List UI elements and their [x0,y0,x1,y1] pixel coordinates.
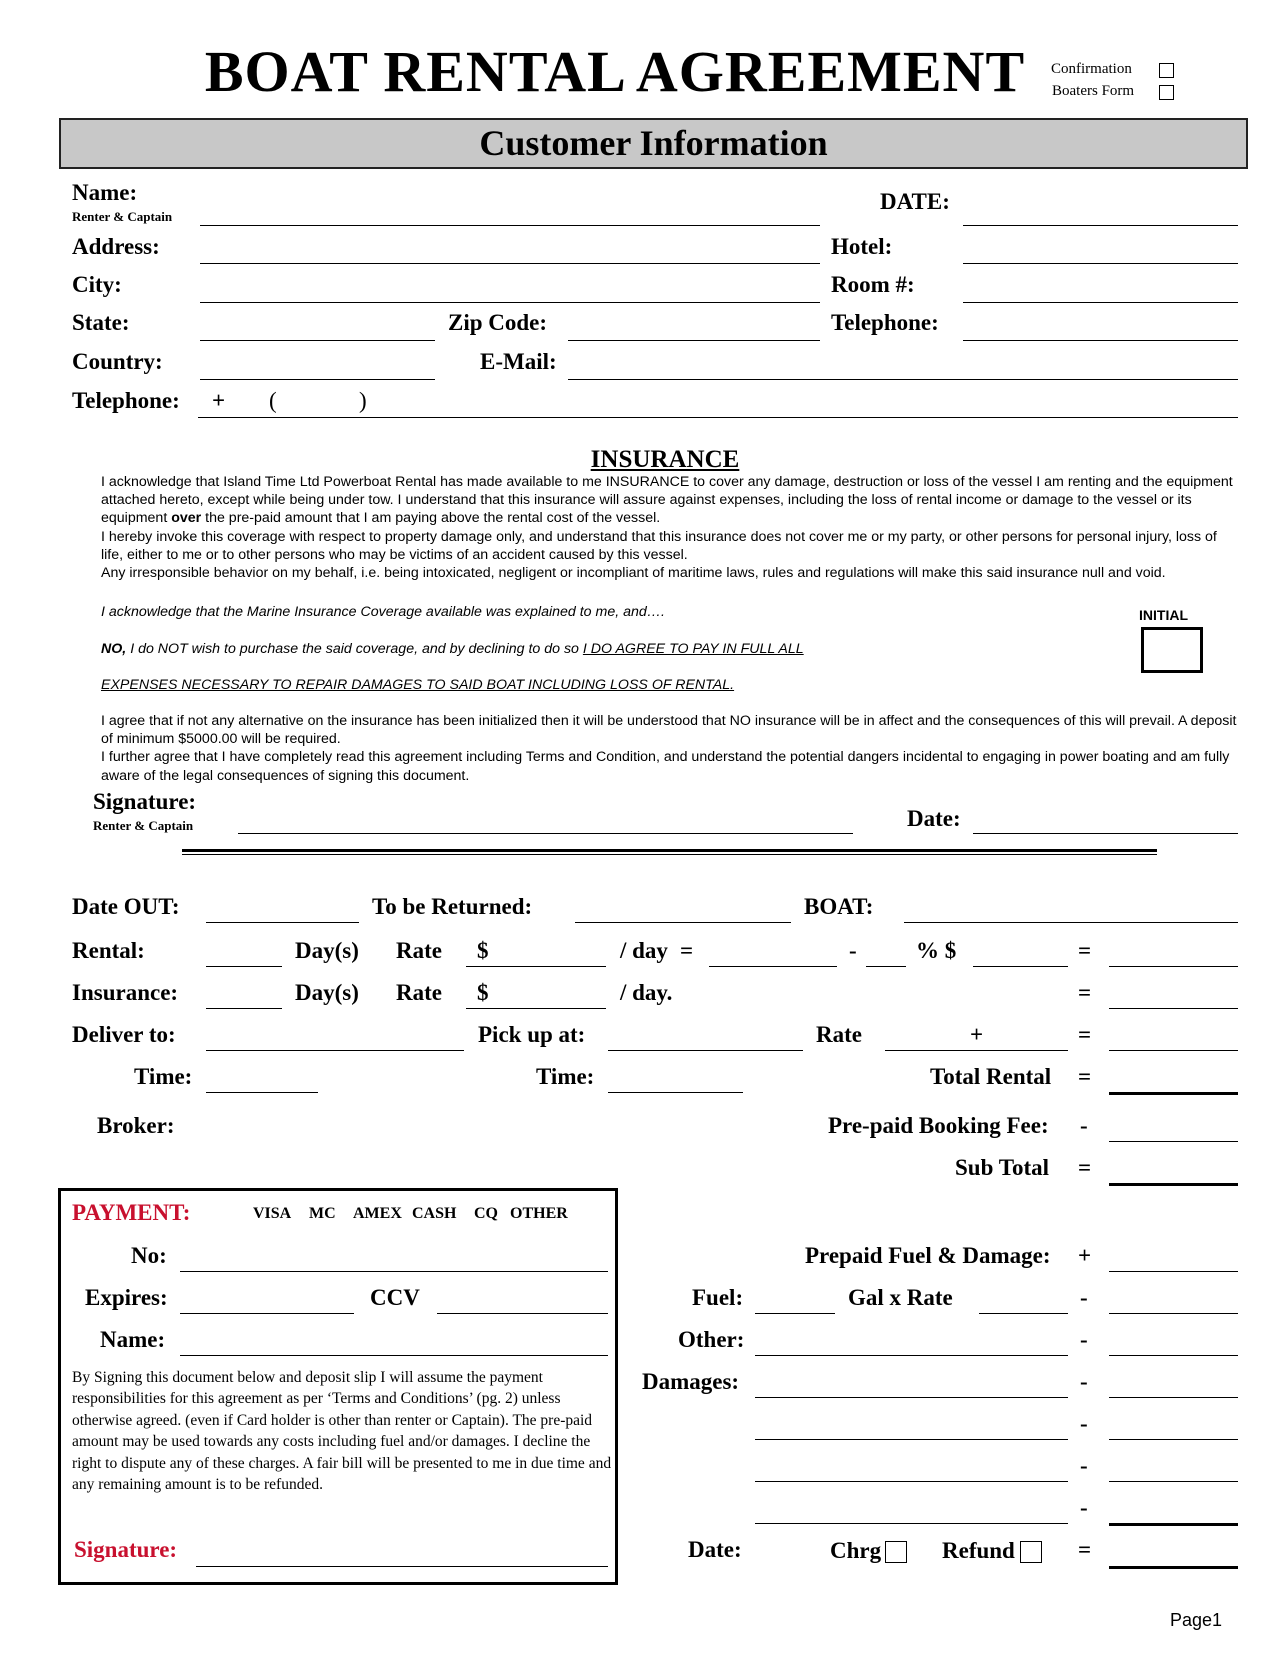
decline-text: I do NOT wish to purchase the said coverage, and by declining to do so [130,641,579,657]
page-number: Page1 [1170,1610,1223,1630]
insurance-title: INSURANCE [590,446,740,473]
insurance-rate-field[interactable] [466,1008,606,1009]
insurance-per-day: / day. [620,980,673,1005]
city-field[interactable] [200,302,820,303]
pickup-time-field[interactable] [608,1092,743,1093]
ccv-field[interactable] [437,1313,608,1314]
address-label: Address: [72,234,160,259]
rental-dollar: $ [477,938,489,963]
damages-minus-2: - [1080,1411,1088,1436]
gal-rate-label: Gal x Rate [848,1285,953,1310]
final-eq: = [1078,1537,1092,1562]
expires-label: Expires: [85,1285,168,1310]
pick-up-at-field[interactable] [608,1050,803,1051]
delivery-plus: + [970,1022,984,1047]
insurance-p4: I acknowledge that the Marine Insurance Coverage available was explained to me, and…. [101,604,665,620]
telephone2-field[interactable] [198,417,1238,418]
boat-label: BOAT: [804,894,874,919]
insurance-total-field[interactable] [1109,1008,1238,1009]
insurance-label: Insurance: [72,980,179,1005]
name-label: Name: [72,180,138,205]
chrg-label: Chrg [830,1538,882,1563]
country-field[interactable] [200,379,435,380]
date-field[interactable] [963,225,1238,226]
method-mc[interactable]: MC [309,1205,336,1222]
rental-percent: % $ [916,938,957,963]
deliver-time-label: Time: [134,1064,193,1089]
decline-no: NO, [101,641,127,657]
method-amex[interactable]: AMEX [353,1205,402,1222]
insurance-paragraph-1 [101,473,1241,582]
final-date-label: Date: [688,1537,742,1562]
signature-date-field[interactable] [973,833,1238,834]
rental-total-field[interactable] [1109,966,1238,967]
telephone-field[interactable] [963,340,1238,341]
deliver-time-field[interactable] [206,1092,318,1093]
method-cash[interactable]: CASH [412,1205,457,1222]
damages-total-2[interactable] [1109,1439,1238,1440]
pickup-time-label: Time: [536,1064,595,1089]
sub-total-eq: = [1078,1155,1092,1180]
city-label: City: [72,272,122,297]
expires-field[interactable] [180,1313,354,1314]
rental-discount-field[interactable] [866,966,906,967]
initial-label: INITIAL [1139,607,1188,623]
refund-label: Refund [942,1538,1015,1563]
damages-minus-3: - [1080,1453,1088,1478]
insurance-eq: = [1078,980,1092,1005]
insurance-p1-text: I acknowledge that Island Time Ltd Powerboat Rental has made available to me INSURANCE to cover any damage, destruction or loss of the vessel I am renting and the equipment attached hereto, except while being under tow. I understand that this insurance will assure against expenses, including the loss of rental income or damage to the vessel or its equipment [101,474,1233,527]
date-out-label: Date OUT: [72,894,180,919]
method-cq[interactable]: CQ [474,1205,498,1222]
insurance-paragraph-2 [101,712,1241,785]
date-label: DATE: [880,189,950,214]
payment-signature-label: Signature: [74,1537,178,1562]
insurance-days-field[interactable] [206,1008,282,1009]
room-label: Room #: [831,272,915,297]
rental-rate-label: Rate [396,938,442,963]
divider-top [182,849,1157,852]
fuel-label: Fuel: [692,1285,744,1310]
card-name-field[interactable] [180,1355,608,1356]
telephone-label: Telephone: [831,310,939,335]
name-sublabel: Renter & Captain [72,209,173,224]
customer-info-banner: Customer Information [59,118,1248,169]
rental-label: Rental: [72,938,145,963]
hotel-field[interactable] [963,263,1238,264]
card-name-label: Name: [100,1327,166,1352]
prepaid-fuel-plus: + [1078,1243,1092,1268]
other-field[interactable] [755,1355,1068,1356]
insurance-dollar: $ [477,980,489,1005]
telephone2-label: Telephone: [72,388,180,413]
final-total-field[interactable] [1109,1566,1238,1569]
fuel-rate-field[interactable] [979,1313,1068,1314]
prepaid-fuel-label: Prepaid Fuel & Damage: [805,1243,1051,1268]
insurance-p3: Any irresponsible behavior on my behalf, i.e. being intoxicated, negligent or incompliant of maritime laws, rules and regulations will make this said insurance null and void. [101,565,1166,582]
damages-field-3[interactable] [755,1481,1068,1482]
total-rental-field[interactable] [1109,1092,1238,1095]
other-total-field[interactable] [1109,1355,1238,1356]
insurance-p1-end: the pre-paid amount that I am paying above the rental cost of the vessel. [205,510,661,527]
prepaid-booking-label: Pre-paid Booking Fee: [828,1113,1049,1138]
rental-eq-b: = [1078,938,1092,963]
rental-per-day: / day [620,938,668,963]
document-title: BOAT RENTAL AGREEMENT [204,39,1026,104]
damages-minus-1: - [1080,1369,1088,1394]
damages-label: Damages: [642,1369,740,1394]
deliver-to-label: Deliver to: [72,1022,176,1047]
room-field[interactable] [963,302,1238,303]
broker-label: Broker: [97,1113,175,1138]
signature-date-label: Date: [907,806,961,831]
method-other[interactable]: OTHER [510,1205,568,1222]
prepaid-booking-field[interactable] [1109,1141,1238,1142]
state-label: State: [72,310,130,335]
refund-checkbox[interactable] [1020,1541,1042,1563]
boaters-form-label: Boaters Form [1052,83,1135,99]
name-field[interactable] [200,225,820,226]
divider-bottom [182,854,1157,855]
prepaid-fuel-field[interactable] [1109,1271,1238,1272]
email-field[interactable] [568,379,1238,380]
insurance-rate-label: Rate [396,980,442,1005]
total-rental-eq: = [1078,1064,1092,1089]
other-label: Other: [678,1327,745,1352]
sub-total-field[interactable] [1109,1183,1238,1186]
boat-field[interactable] [904,922,1238,923]
decline-underline: I DO AGREE TO PAY IN FULL ALL [582,641,804,657]
hotel-label: Hotel: [831,234,893,259]
other-minus: - [1080,1327,1088,1352]
delivery-eq: = [1078,1022,1092,1047]
signature-sublabel: Renter & Captain [93,818,194,833]
pick-up-at-label: Pick up at: [478,1022,586,1047]
insurance-p1-bold: over [171,510,202,527]
delivery-rate-label: Rate [816,1022,862,1047]
damages-field-1[interactable] [755,1397,1068,1398]
to-be-returned-field[interactable] [575,922,791,923]
insurance-p6: I further agree that I have completely read this agreement including Terms and Condition, and understand the potential dangers incidental to engaging in power boating and am fully aware of the legal consequences of signing this document. [101,749,1230,784]
zip-label: Zip Code: [448,310,548,335]
damages-field-2[interactable] [755,1439,1068,1440]
sub-total-label: Sub Total [955,1155,1049,1180]
confirmation-checkbox[interactable] [1159,63,1174,78]
insurance-p5: I agree that if not any alternative on the insurance has been initialized then it will be understood that NO insurance will be in affect and the consequences of this will prevail. A deposit of minimum $5000.00 will be required. [101,713,1237,748]
prepaid-booking-minus: - [1080,1113,1088,1138]
date-out-field[interactable] [206,922,359,923]
method-visa[interactable]: VISA [253,1205,292,1222]
damages-field-4[interactable] [755,1523,1068,1524]
address-field[interactable] [200,263,820,264]
payment-title: PAYMENT: [72,1200,191,1225]
payment-signature-field[interactable] [196,1566,608,1567]
rental-discount-amount-field[interactable] [973,966,1068,967]
boaters-form-checkbox[interactable] [1159,85,1174,100]
ccv-label: CCV [370,1285,420,1310]
damages-total-4[interactable] [1109,1523,1238,1526]
delivery-total-field[interactable] [1109,1050,1238,1051]
fuel-gal-field[interactable] [755,1313,835,1314]
rental-days-label: Day(s) [295,938,359,963]
insurance-expenses: EXPENSES NECESSARY TO REPAIR DAMAGES TO SAID BOAT INCLUDING LOSS OF RENTAL. [101,677,735,693]
rental-minus: - [849,938,857,963]
damages-total-1[interactable] [1109,1397,1238,1398]
tel-close-paren: ) [359,388,367,413]
state-field[interactable] [200,340,435,341]
signature-field[interactable] [238,833,853,834]
payment-terms: By Signing this document below and deposit slip I will assume the payment responsibilities for this agreement as per ‘Terms and Conditions’ (pg. 2) unless otherwise agreed. (even if Card holder is other than renter or Captain). The pre-paid amount may be used towards any costs including fuel and/or damages. I decline the right to dispute any of these charges. A fair bill will be presented to me in due time and any remaining amount is to be refunded. [72,1369,612,1494]
card-no-field[interactable] [180,1271,608,1272]
zip-field[interactable] [568,340,820,341]
card-no-label: No: [131,1243,167,1268]
confirmation-label: Confirmation [1051,61,1132,77]
deliver-to-field[interactable] [206,1050,464,1051]
damages-total-3[interactable] [1109,1481,1238,1482]
damages-minus-4: - [1080,1495,1088,1520]
delivery-rate-field[interactable] [885,1050,1068,1051]
rental-days-field[interactable] [206,966,282,967]
email-label: E-Mail: [480,349,557,374]
signature-label: Signature: [93,789,197,814]
insurance-decline [101,640,1241,658]
chrg-checkbox[interactable] [885,1541,907,1563]
tel-plus: + [212,388,226,413]
rental-rate-field[interactable] [466,966,606,967]
rental-eq-a: = [680,938,694,963]
total-rental-label: Total Rental [930,1064,1052,1089]
country-label: Country: [72,349,163,374]
rental-amount-field[interactable] [709,966,837,967]
insurance-days-label: Day(s) [295,980,359,1005]
tel-open-paren: ( [269,388,277,413]
insurance-p2: I hereby invoke this coverage with respect to property damage only, and understand that this insurance does not cover me or my party, or other persons for personal injury, loss of life, either to me or to other persons who may be victims of an accident caused by this vessel. [101,528,1217,563]
fuel-total-field[interactable] [1109,1313,1238,1314]
to-be-returned-label: To be Returned: [372,894,533,919]
fuel-minus: - [1080,1285,1088,1310]
